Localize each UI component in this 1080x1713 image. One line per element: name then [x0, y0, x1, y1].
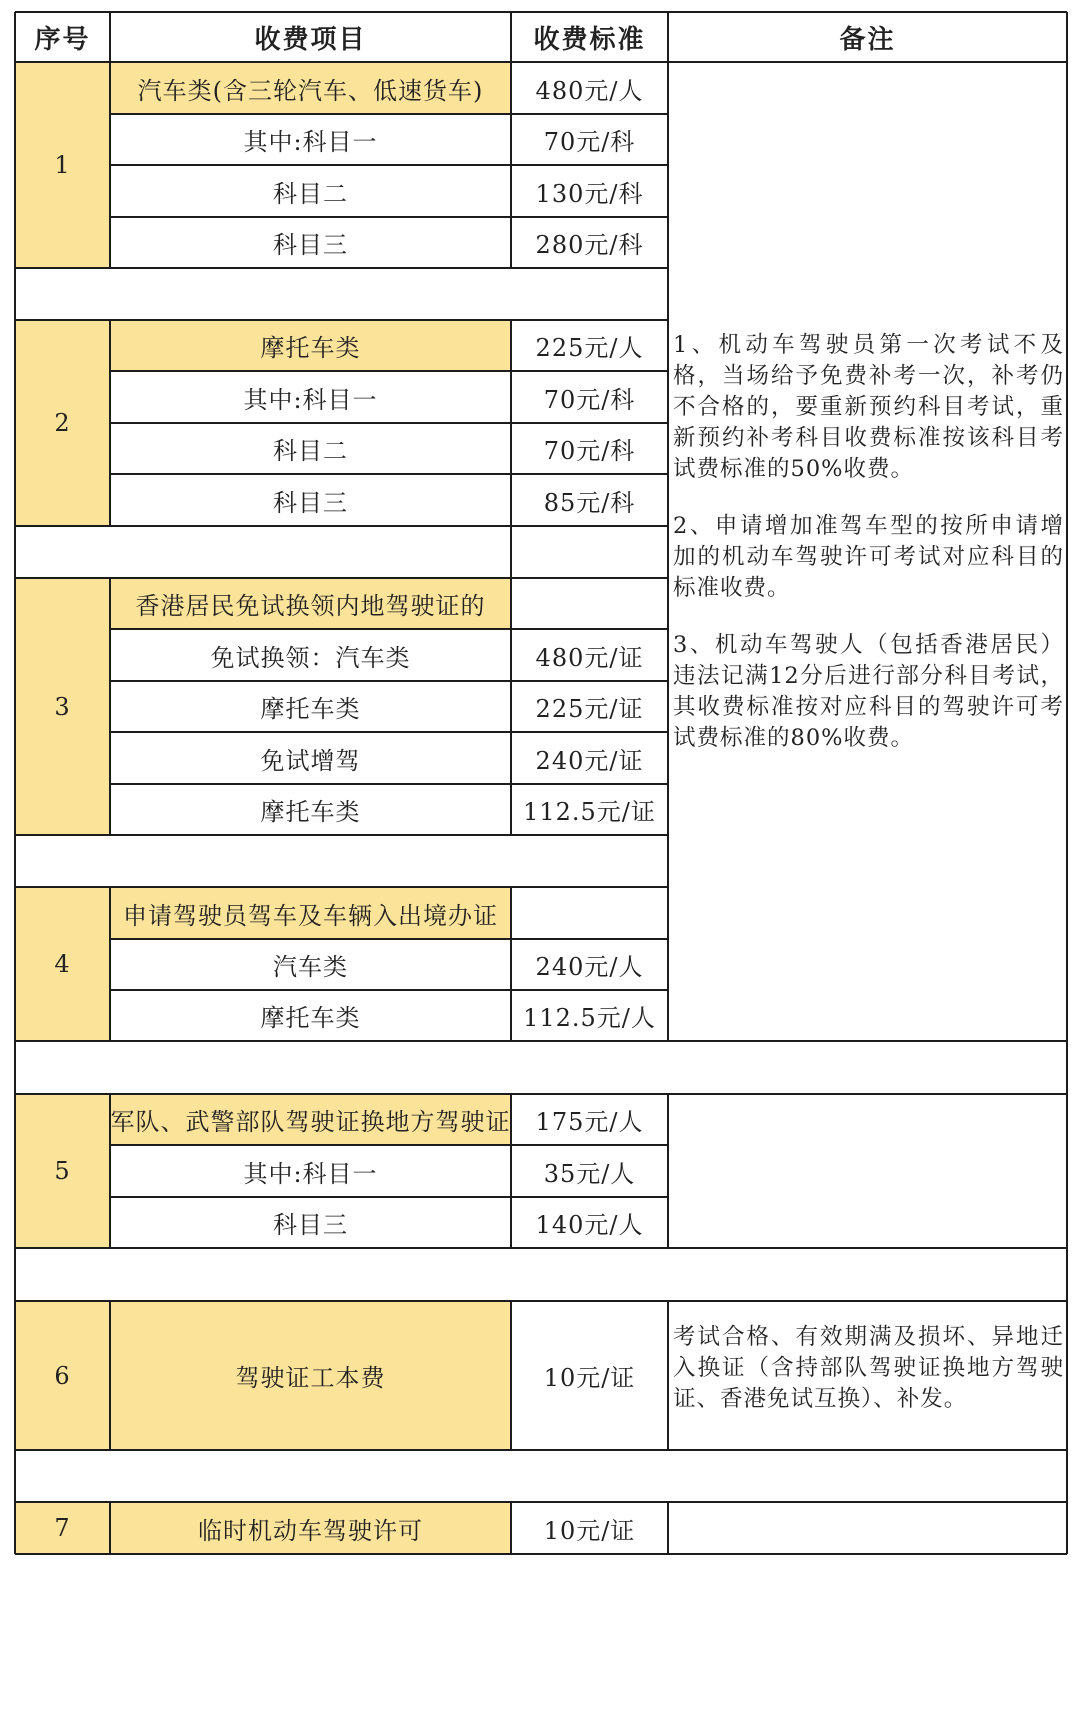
remark-2: 2、申请增加准驾车型的按所申请增加的机动车驾驶许可考试对应科目的标准收费。	[673, 513, 1064, 601]
grid-line	[110, 628, 668, 630]
item-cell: 汽车类(含三轮汽车、低速货车)	[110, 62, 511, 114]
item-cell: 科目三	[273, 1211, 348, 1239]
fee-cell: 70元/科	[543, 437, 636, 465]
header-no: 序号	[34, 24, 91, 55]
item-cell: 申请驾驶员驾车及车辆入出境办证	[110, 887, 511, 939]
grid-line	[110, 113, 668, 115]
item-cell: 临时机动车驾驶许可	[110, 1502, 511, 1554]
grid-line	[110, 422, 668, 424]
grid-line	[15, 1093, 1067, 1095]
grid-line	[110, 216, 668, 218]
item-cell: 军队、武警部队驾驶证换地方驾驶证	[110, 1094, 511, 1145]
grid-line	[109, 319, 111, 526]
item-cell: 汽车类	[273, 953, 348, 981]
grid-line	[667, 1501, 669, 1554]
header-item: 收费项目	[254, 24, 367, 55]
group-4-no: 4	[15, 887, 110, 1041]
grid-line	[510, 1093, 512, 1248]
grid-line	[110, 164, 668, 166]
header-standard: 收费标准	[533, 24, 646, 55]
item-cell: 摩托车类	[260, 1004, 361, 1032]
fee-cell: 35元/人	[543, 1159, 636, 1188]
grid-line	[110, 370, 668, 372]
grid-line	[667, 1300, 669, 1450]
grid-line	[510, 525, 512, 578]
grid-line	[109, 886, 111, 1041]
grid-line	[109, 1300, 111, 1450]
grid-line	[110, 938, 668, 940]
grid-line	[667, 1093, 669, 1248]
grid-line	[510, 12, 512, 268]
grid-line	[110, 783, 668, 785]
group-5-no: 5	[15, 1094, 110, 1248]
item-cell: 其中:科目一	[243, 128, 378, 156]
grid-line	[15, 577, 668, 579]
item-cell: 免试换领：汽车类	[210, 643, 411, 672]
fee-cell: 10元/证	[543, 1516, 636, 1545]
grid-line	[15, 319, 668, 321]
grid-line	[110, 1144, 668, 1146]
fee-cell: 175元/人	[535, 1108, 644, 1136]
grid-line	[109, 1093, 111, 1248]
fee-cell	[511, 578, 668, 629]
fee-cell: 85元/科	[543, 488, 636, 517]
grid-line	[110, 680, 668, 682]
fee-cell: 240元/证	[535, 746, 644, 775]
fee-cell: 280元/科	[535, 231, 644, 259]
grid-line	[510, 886, 512, 1041]
item-cell: 摩托车类	[260, 695, 361, 723]
grid-line	[15, 1247, 1067, 1249]
remark-3: 3、机动车驾驶人（包括香港居民）违法记满12分后进行部分科目考试，其收费标准按对应科目的驾驶许可考试费标准的80%收费。	[673, 632, 1064, 751]
grid-line	[14, 12, 16, 1554]
item-cell: 香港居民免试换领内地驾驶证的	[110, 578, 511, 629]
fee-cell: 240元/人	[535, 953, 644, 981]
fee-cell: 140元/人	[535, 1211, 644, 1239]
remark-main	[670, 330, 1067, 754]
group-2-no: 2	[15, 320, 110, 526]
fee-table	[15, 12, 1067, 1709]
grid-line	[510, 1501, 512, 1554]
remark-1: 1、机动车驾驶员第一次考试不及格，当场给予免费补考一次，补考仍不合格的，要重新预约科目考试，重新预约补考科目收费标准按该科目考试费标准的50%收费。	[673, 332, 1064, 482]
fee-cell: 480元/证	[535, 643, 644, 672]
item-cell: 摩托车类	[260, 798, 361, 826]
grid-line	[667, 12, 669, 1041]
item-cell: 摩托车类	[110, 320, 511, 371]
group-7-no: 7	[15, 1502, 110, 1554]
grid-line	[15, 1553, 1067, 1555]
grid-line	[15, 1300, 1067, 1302]
fee-cell: 70元/科	[543, 128, 636, 156]
fee-cell: 112.5元/证	[523, 798, 656, 826]
grid-line	[15, 1501, 1067, 1503]
grid-line	[15, 267, 668, 269]
fee-cell	[511, 887, 668, 939]
grid-line	[15, 886, 668, 888]
fee-cell: 10元/证	[543, 1364, 636, 1392]
fee-cell: 480元/人	[535, 76, 644, 105]
fee-cell: 70元/科	[543, 385, 636, 414]
item-cell: 其中:科目一	[243, 1159, 378, 1188]
item-cell: 科目二	[273, 437, 348, 465]
grid-line	[15, 834, 668, 836]
group-3-no: 3	[15, 578, 110, 835]
grid-line	[15, 1449, 1067, 1451]
grid-line	[15, 11, 1067, 13]
group-1-no: 1	[15, 62, 110, 268]
grid-line	[15, 61, 1067, 63]
grid-line	[110, 473, 668, 475]
fee-cell: 225元/人	[535, 334, 644, 362]
item-cell: 科目三	[273, 488, 348, 517]
item-cell: 科目二	[273, 179, 348, 208]
item-cell: 其中:科目一	[243, 385, 378, 414]
grid-line	[510, 319, 512, 526]
grid-line	[15, 525, 668, 527]
grid-line	[510, 577, 512, 835]
grid-line	[1066, 12, 1068, 1554]
grid-line	[110, 1196, 668, 1198]
item-cell: 免试增驾	[260, 746, 361, 775]
remark-fee6: 考试合格、有效期满及损坏、异地迁入换证（含持部队驾驶证换地方驾驶证、香港免试互换）、补发。	[673, 1324, 1064, 1412]
fee-cell: 130元/科	[535, 179, 644, 208]
grid-line	[510, 1300, 512, 1450]
fee-cell: 225元/证	[535, 695, 644, 723]
item-cell: 科目三	[273, 231, 348, 259]
item-cell: 驾驶证工本费	[110, 1301, 511, 1450]
grid-line	[110, 731, 668, 733]
grid-line	[109, 577, 111, 835]
grid-line	[109, 1501, 111, 1554]
grid-line	[109, 12, 111, 268]
group-6-no: 6	[15, 1301, 110, 1450]
grid-line	[110, 989, 668, 991]
header-remark: 备注	[839, 24, 896, 55]
fee-cell: 112.5元/人	[523, 1004, 656, 1032]
grid-line	[15, 1040, 1067, 1042]
